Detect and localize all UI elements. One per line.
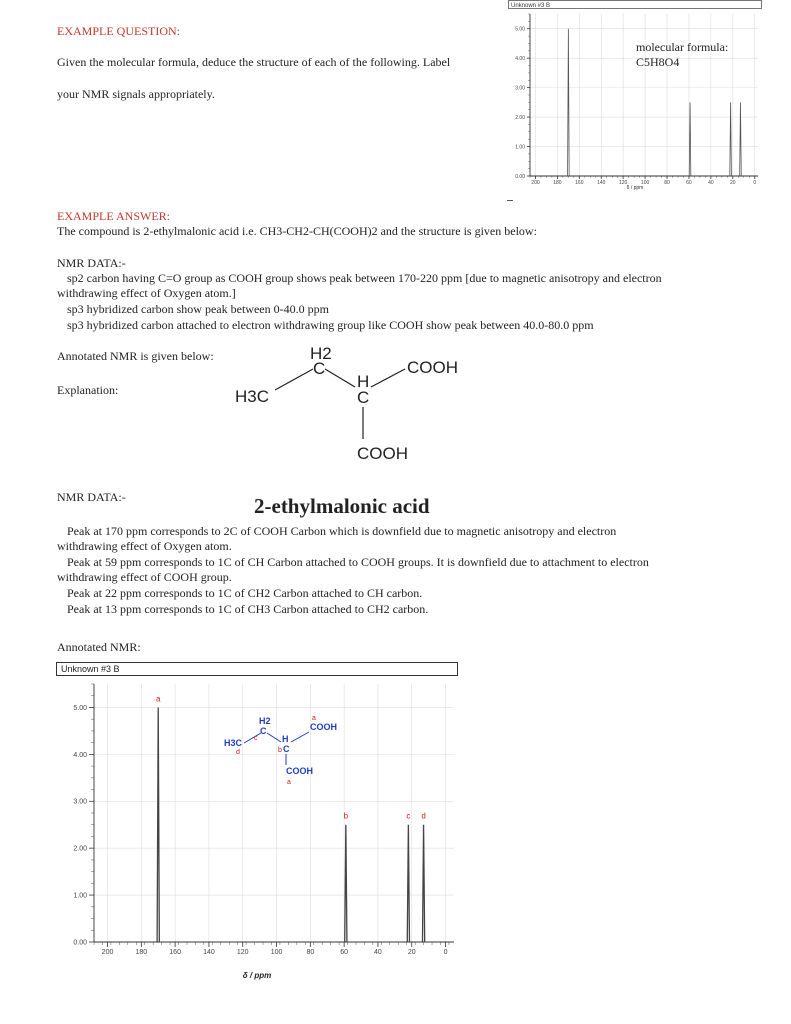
peak-label-2: c (406, 811, 411, 821)
small-ch2-c: C (260, 726, 267, 736)
x-tick-label-5: 100 (640, 180, 650, 186)
y-tick-label-1: 1.00 (515, 144, 525, 151)
y-tick-label-1: 1.00 (73, 892, 87, 900)
formula-value: C5H8O4 (636, 55, 680, 69)
structure-ch3: H3C (235, 387, 270, 406)
structure-ch2-h: H2 (310, 344, 332, 363)
peak-3 (422, 825, 424, 942)
structure-cooh-top: COOH (407, 358, 458, 377)
explanation-p1b: withdrawing effect of Oxygen atom. (57, 539, 232, 553)
y-tick-label-0: 0.00 (73, 939, 87, 947)
nmr-data-heading: NMR DATA:- (57, 256, 126, 270)
bottom-x-axis-label: δ / ppm (242, 971, 272, 980)
bottom-spectrum-chart (56, 662, 460, 982)
small-bond-1 (244, 733, 261, 743)
top-x-axis-label: δ / ppm (626, 185, 644, 191)
x-tick-label-3: 140 (597, 180, 606, 186)
y-tick-label-5: 5.00 (73, 704, 87, 712)
peak-label-3: d (421, 811, 426, 821)
peak-0 (157, 707, 159, 942)
x-tick-label-0: 200 (101, 949, 114, 956)
x-tick-label-2: 160 (169, 949, 181, 956)
formula-label: molecular formula: (636, 40, 729, 54)
bond-ch-cooh-top (371, 369, 405, 387)
x-tick-label-6: 80 (664, 180, 670, 186)
bond-ch3-ch2 (275, 369, 313, 390)
x-tick-label-3: 140 (203, 949, 215, 956)
small-cooh-bottom-label: a (287, 779, 291, 786)
peak-0 (568, 29, 570, 176)
structure-small (224, 715, 337, 786)
compound-name: 2-ethylmalonic acid (254, 494, 430, 518)
y-tick-label-2: 2.00 (515, 114, 525, 121)
x-tick-label-5: 100 (270, 949, 283, 956)
structure-cooh-bottom: COOH (357, 444, 408, 463)
nmr-data-line-2: withdrawing effect of Oxygen atom.] (57, 286, 236, 300)
structure-ch-c: C (357, 388, 370, 407)
question-line-2: your NMR signals appropriately. (57, 87, 215, 101)
explanation-p4: Peak at 13 ppm corresponds to 1C of CH3 Carbon attached to CH2 carbon. (67, 602, 429, 616)
peak-1 (345, 825, 347, 942)
annotated-nmr-label: Annotated NMR is given below: (57, 349, 214, 363)
top-grid (530, 14, 758, 176)
nmr-data-line-1: sp2 carbon having C=O group as COOH group shows peak between 170-220 ppm [due to magnetic anisotropy and electron (67, 271, 662, 285)
explanation-p2a: Peak at 59 ppm corresponds to 1C of CH Carbon attached to COOH groups. It is downfield due to attachment to electron (67, 555, 649, 569)
peak-label-1: b (343, 811, 349, 821)
small-bond-2 (267, 733, 281, 742)
peak-label-0: a (155, 694, 161, 704)
top-spectrum-chart (508, 0, 762, 196)
bottom-peaks (156, 694, 426, 942)
small-bond-3 (291, 732, 309, 742)
peak-2 (407, 825, 409, 942)
y-tick-label-3: 3.00 (73, 798, 87, 806)
x-tick-label-1: 180 (135, 949, 148, 956)
x-tick-label-8: 40 (708, 180, 714, 186)
peak-3 (740, 102, 742, 176)
small-ch-h: H (282, 734, 289, 744)
small-cooh-top: COOH (310, 722, 337, 732)
answer-heading: EXAMPLE ANSWER: (57, 209, 171, 223)
peak-1 (689, 102, 691, 176)
small-ch2-h: H2 (259, 716, 271, 726)
y-tick-label-4: 4.00 (515, 55, 525, 62)
explanation-label: Explanation: (57, 383, 119, 397)
x-tick-label-1: 180 (553, 180, 562, 186)
bottom-spectrum-panel (56, 662, 460, 982)
y-tick-label-3: 3.00 (515, 85, 525, 92)
question-heading: EXAMPLE QUESTION: (57, 24, 180, 38)
x-tick-label-10: 0 (443, 949, 448, 956)
y-tick-label-2: 2.00 (73, 845, 87, 853)
x-tick-label-7: 60 (340, 949, 349, 956)
explanation-nmr-heading: NMR DATA:- (57, 490, 126, 504)
x-tick-label-7: 60 (686, 180, 692, 186)
answer-summary: The compound is 2-ethylmalonic acid i.e. CH3-CH2-CH(COOH)2 and the structure is given below: (57, 224, 537, 238)
x-tick-label-10: 0 (753, 180, 757, 186)
nmr-data-line-3: sp3 hybridized carbon show peak between 0-40.0 ppm (67, 302, 329, 316)
small-cooh-bottom: COOH (286, 766, 313, 776)
small-ch3-label: d (236, 749, 240, 756)
x-tick-label-4: 120 (236, 949, 249, 956)
y-tick-label-4: 4.00 (73, 751, 87, 759)
explanation-p1a: Peak at 170 ppm corresponds to 2C of COOH Carbon which is downfield due to magnetic anisotropy and electron (67, 524, 617, 538)
x-tick-label-4: 120 (619, 180, 628, 186)
bottom-spectrum-header: Unknown #3 B (61, 664, 120, 674)
y-tick-label-0: 0.00 (515, 173, 525, 180)
divider-mark (507, 200, 513, 201)
structure-large (225, 335, 485, 465)
x-tick-label-8: 40 (374, 949, 382, 956)
bond-ch2-ch (325, 369, 355, 387)
nmr-data-line-4: sp3 hybridized carbon attached to electron withdrawing group like COOH show peak between 40.0-80.0 ppm (67, 318, 594, 332)
small-ch3: H3C (224, 738, 243, 748)
small-ch-label: b (278, 747, 282, 754)
structure-ch2-c: C (313, 359, 326, 378)
peak-2 (730, 102, 732, 176)
small-ch2-label: c (254, 735, 258, 742)
y-tick-label-5: 5.00 (515, 26, 525, 33)
annotated-nmr-heading: Annotated NMR: (57, 640, 141, 654)
x-tick-label-6: 80 (306, 949, 315, 956)
bottom-grid (94, 684, 454, 942)
explanation-p3: Peak at 22 ppm corresponds to 1C of CH2 Carbon attached to CH carbon. (67, 586, 423, 600)
small-ch-c: C (283, 744, 290, 754)
structure-ch-h: H (357, 372, 370, 391)
x-tick-label-2: 160 (575, 180, 584, 186)
x-tick-label-9: 20 (407, 949, 416, 956)
top-spectrum-panel (508, 0, 762, 196)
small-cooh-top-label: a (312, 715, 316, 722)
explanation-p2b: withdrawing effect of COOH group. (57, 570, 232, 584)
x-tick-label-0: 200 (531, 180, 540, 186)
question-line-1: Given the molecular formula, deduce the structure of each of the following. Label (57, 55, 451, 69)
x-tick-label-9: 20 (730, 180, 736, 186)
top-spectrum-header: Unknown #3 B (511, 3, 551, 9)
